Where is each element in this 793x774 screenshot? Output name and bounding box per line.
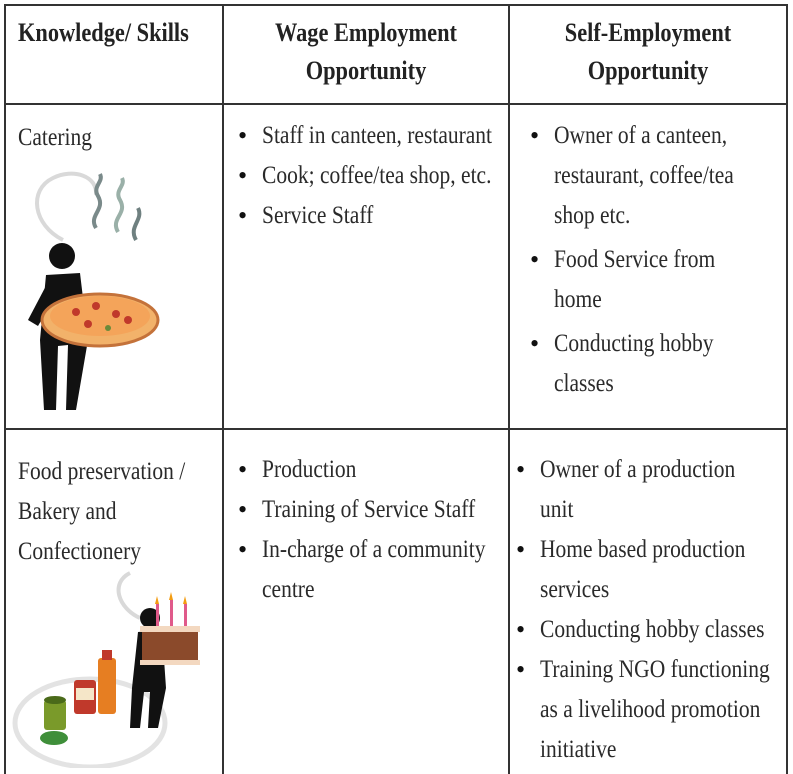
list-item-text: • Staff in canteen, restaurant <box>262 122 493 149</box>
row2-skill-line: Confectionery <box>18 538 141 565</box>
list-item <box>236 530 508 610</box>
list-item <box>236 156 508 196</box>
header-col3-line2: Opportunity <box>587 56 709 85</box>
header-col3-line1: Self-Employment <box>564 18 732 47</box>
row2-skill-line: Bakery and <box>18 498 117 525</box>
header-col2-line1: Wage Employment <box>275 18 457 47</box>
row1-skill-line: Catering <box>18 124 93 151</box>
row2-skill-line: Food preservation / <box>18 458 186 485</box>
list-item-text: • Food Service from <box>554 246 716 273</box>
list-item <box>528 324 786 404</box>
header-wage-employment <box>224 14 508 90</box>
list-item <box>528 116 786 236</box>
row2-self-list <box>514 450 786 770</box>
list-item <box>514 530 786 610</box>
header-self-employment <box>510 14 786 90</box>
row1-skill-cell <box>18 118 218 158</box>
list-item-text: unit <box>540 496 574 523</box>
list-item-text: • Conducting hobby classes <box>540 616 765 643</box>
list-item-text: home <box>554 286 602 313</box>
list-item-text: shop etc. <box>554 202 631 229</box>
list-item-text: • Home based production <box>540 536 746 563</box>
list-item-text: as a livelihood promotion <box>540 696 761 723</box>
list-item-text: • Owner of a canteen, <box>554 122 728 149</box>
list-item-text: • Conducting hobby <box>554 330 714 357</box>
chef-with-cake-and-preserves-icon <box>10 568 210 768</box>
list-item-text: classes <box>554 370 614 397</box>
row1-wage-cell <box>236 116 508 236</box>
list-item-text: initiative <box>540 736 617 763</box>
table-border-top <box>4 4 788 6</box>
header-col2-line2: Opportunity <box>305 56 427 85</box>
table-border-right <box>786 4 788 774</box>
table-border-left <box>4 4 6 774</box>
row1-self-list <box>528 116 786 404</box>
list-item <box>528 240 786 320</box>
list-item-text: • Training NGO functioning <box>540 656 770 683</box>
list-item <box>514 650 786 770</box>
row2-self-cell <box>514 450 786 770</box>
row2-skill-cell <box>18 452 218 572</box>
list-item-text: • Training of Service Staff <box>262 496 476 523</box>
list-item-text: restaurant, coffee/tea <box>554 162 734 189</box>
list-item <box>514 610 786 650</box>
chef-with-pizza-icon <box>18 170 168 420</box>
list-item-text: • In-charge of a community <box>262 536 486 563</box>
row2-wage-cell <box>236 450 508 610</box>
list-item <box>236 196 508 236</box>
list-item <box>236 490 508 530</box>
list-item <box>514 450 786 530</box>
list-item-text: centre <box>262 576 315 603</box>
header-knowledge-skills <box>18 14 218 52</box>
column-divider-1 <box>222 4 224 774</box>
row1-self-cell <box>528 116 786 404</box>
header-col1-label: Knowledge/ Skills <box>18 18 189 47</box>
row-divider <box>4 428 788 430</box>
row1-wage-list <box>236 116 508 236</box>
list-item-text: • Owner of a production <box>540 456 736 483</box>
list-item <box>236 450 508 490</box>
row2-wage-list <box>236 450 508 610</box>
column-divider-2 <box>508 4 510 774</box>
list-item-text: • Cook; coffee/tea shop, etc. <box>262 162 492 189</box>
header-row-divider <box>4 103 788 105</box>
list-item-text: • Service Staff <box>262 202 374 229</box>
list-item <box>236 116 508 156</box>
list-item-text: • Production <box>262 456 357 483</box>
list-item-text: services <box>540 576 610 603</box>
